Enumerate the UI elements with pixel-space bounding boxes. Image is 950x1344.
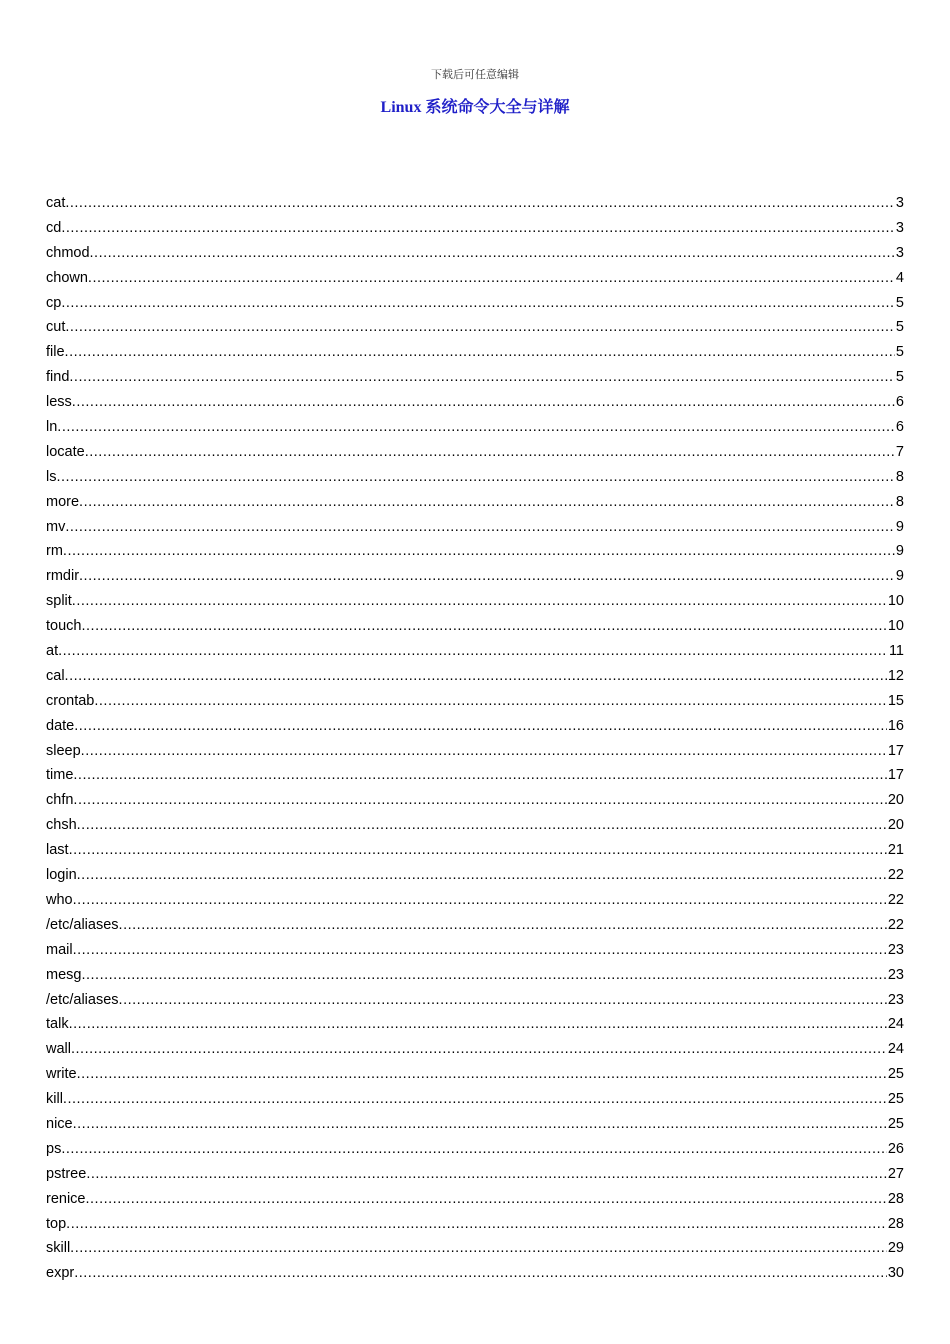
toc-entry-label: ls (46, 468, 57, 485)
toc-entry-page-number: 7 (895, 443, 904, 460)
toc-entry-label: last (46, 842, 69, 859)
toc-dot-leader (63, 539, 895, 564)
toc-entry-page-number: 11 (888, 643, 904, 660)
toc-entry[interactable] (46, 714, 904, 739)
toc-dot-leader (72, 589, 887, 614)
toc-entry[interactable] (46, 1087, 904, 1112)
toc-dot-leader (74, 1261, 887, 1286)
toc-entry-label: time (46, 767, 74, 784)
toc-entry-label: login (46, 867, 77, 884)
table-of-contents (46, 191, 904, 1286)
toc-entry[interactable] (46, 1012, 904, 1037)
toc-entry-label: cd (46, 219, 62, 236)
toc-entry[interactable] (46, 763, 904, 788)
toc-entry[interactable] (46, 365, 904, 390)
toc-dot-leader (72, 390, 895, 415)
toc-entry-page-number: 22 (887, 916, 904, 933)
toc-entry-label: /etc/aliases (46, 916, 119, 933)
toc-dot-leader (90, 241, 895, 266)
toc-entry-label: wall (46, 1041, 71, 1058)
toc-entry-page-number: 21 (887, 842, 904, 859)
toc-entry[interactable] (46, 1112, 904, 1137)
toc-dot-leader (65, 315, 895, 340)
toc-entry-page-number: 5 (895, 344, 904, 361)
toc-entry-page-number: 3 (895, 195, 904, 211)
toc-entry-label: mail (46, 941, 73, 958)
toc-entry-label: talk (46, 1016, 69, 1033)
toc-dot-leader (119, 988, 887, 1013)
toc-entry-page-number: 4 (895, 269, 904, 286)
toc-entry[interactable] (46, 639, 904, 664)
toc-entry-label: file (46, 344, 65, 361)
toc-entry[interactable] (46, 415, 904, 440)
toc-entry-label: sleep (46, 742, 81, 759)
toc-entry-page-number: 12 (887, 667, 904, 684)
toc-entry[interactable] (46, 440, 904, 465)
toc-entry-label: rmdir (46, 568, 80, 585)
toc-entry-page-number: 29 (887, 1240, 904, 1257)
toc-entry-label: who (46, 891, 73, 908)
toc-entry[interactable] (46, 1037, 904, 1062)
toc-entry[interactable] (46, 888, 904, 913)
toc-dot-leader (65, 340, 895, 365)
toc-entry[interactable] (46, 564, 904, 589)
toc-entry-page-number: 20 (887, 817, 904, 834)
toc-entry-label: kill (46, 1091, 63, 1108)
toc-entry-label: chfn (46, 792, 74, 809)
toc-dot-leader (73, 888, 887, 913)
toc-entry-page-number: 23 (887, 966, 904, 983)
toc-entry[interactable] (46, 689, 904, 714)
toc-dot-leader (77, 813, 887, 838)
toc-dot-leader (65, 191, 895, 216)
toc-entry-label: skill (46, 1240, 71, 1257)
toc-entry[interactable] (46, 1212, 904, 1237)
toc-dot-leader (79, 490, 895, 515)
toc-entry[interactable] (46, 838, 904, 863)
toc-dot-leader (86, 1187, 887, 1212)
toc-entry-page-number: 15 (887, 692, 904, 709)
toc-entry-page-number: 30 (887, 1265, 904, 1282)
toc-entry-label: ps (46, 1140, 62, 1157)
toc-entry-page-number: 22 (887, 867, 904, 884)
toc-dot-leader (57, 415, 895, 440)
toc-entry-label: mesg (46, 966, 82, 983)
toc-entry-label: chsh (46, 817, 77, 834)
toc-entry[interactable] (46, 614, 904, 639)
toc-dot-leader (81, 963, 886, 988)
toc-entry-label: at (46, 643, 59, 660)
toc-entry-label: chmod (46, 244, 90, 261)
toc-entry[interactable] (46, 241, 904, 266)
toc-entry[interactable] (46, 515, 904, 540)
toc-entry-label: pstree (46, 1165, 87, 1182)
toc-entry[interactable] (46, 589, 904, 614)
toc-entry[interactable] (46, 539, 904, 564)
toc-entry-label: less (46, 394, 72, 411)
toc-entry-page-number: 16 (887, 717, 904, 734)
toc-entry-page-number: 3 (895, 219, 904, 236)
toc-dot-leader (119, 913, 887, 938)
toc-dot-leader (73, 1112, 887, 1137)
toc-entry[interactable] (46, 739, 904, 764)
toc-entry-page-number: 23 (887, 991, 904, 1008)
toc-entry-label: expr (46, 1265, 75, 1282)
toc-entry-label: nice (46, 1115, 73, 1132)
toc-entry[interactable] (46, 863, 904, 888)
toc-dot-leader (73, 938, 887, 963)
toc-entry-page-number: 8 (895, 493, 904, 510)
toc-dot-leader (65, 515, 895, 540)
toc-entry-page-number: 6 (895, 394, 904, 411)
toc-entry[interactable] (46, 465, 904, 490)
toc-entry-page-number: 10 (887, 593, 904, 610)
toc-entry-page-number: 23 (887, 941, 904, 958)
toc-dot-leader (61, 1137, 887, 1162)
toc-entry[interactable] (46, 664, 904, 689)
toc-dot-leader (69, 838, 887, 863)
toc-entry[interactable] (46, 938, 904, 963)
toc-entry-page-number: 25 (887, 1091, 904, 1108)
toc-dot-leader (61, 291, 895, 316)
toc-dot-leader (58, 639, 888, 664)
toc-entry-page-number: 27 (887, 1165, 904, 1182)
toc-entry-label: cp (46, 294, 62, 311)
toc-dot-leader (74, 714, 887, 739)
toc-entry-label: top (46, 1215, 67, 1232)
toc-entry[interactable] (46, 340, 904, 365)
document-title: Linux 系统命令大全与详解 (380, 99, 570, 116)
toc-entry-label: cut (46, 319, 66, 336)
toc-entry-label: more (46, 493, 80, 510)
toc-entry-page-number: 9 (895, 518, 904, 535)
toc-entry[interactable] (46, 266, 904, 291)
toc-dot-leader (77, 863, 887, 888)
toc-entry[interactable] (46, 1187, 904, 1212)
toc-entry-label: chown (46, 269, 88, 286)
toc-entry-page-number: 3 (895, 244, 904, 261)
toc-entry-label: cal (46, 667, 65, 684)
toc-dot-leader (65, 664, 887, 689)
toc-entry[interactable] (46, 1261, 904, 1286)
toc-dot-leader (69, 365, 895, 390)
header-note: 下载后可任意编辑 (431, 68, 519, 81)
toc-entry-page-number: 22 (887, 891, 904, 908)
toc-dot-leader (86, 1162, 887, 1187)
toc-entry-page-number: 5 (895, 294, 904, 311)
toc-entry[interactable] (46, 315, 904, 340)
toc-dot-leader (56, 465, 894, 490)
toc-dot-leader (73, 788, 886, 813)
toc-dot-leader (81, 614, 886, 639)
toc-dot-leader (77, 1062, 887, 1087)
toc-dot-leader (81, 739, 887, 764)
toc-entry-label: cat (46, 195, 66, 211)
toc-entry-label: locate (46, 443, 85, 460)
toc-entry-page-number: 28 (887, 1215, 904, 1232)
toc-entry-label: rm (46, 543, 63, 560)
toc-entry[interactable] (46, 788, 904, 813)
toc-entry-page-number: 9 (895, 568, 904, 585)
toc-entry-page-number: 17 (887, 742, 904, 759)
toc-dot-leader (70, 1236, 887, 1261)
toc-entry[interactable] (46, 191, 904, 216)
toc-entry[interactable] (46, 1162, 904, 1187)
toc-entry-label: renice (46, 1190, 86, 1207)
toc-entry-label: mv (46, 518, 66, 535)
toc-entry[interactable] (46, 963, 904, 988)
toc-entry-page-number: 17 (887, 767, 904, 784)
toc-entry[interactable] (46, 1236, 904, 1261)
toc-entry[interactable] (46, 813, 904, 838)
toc-entry[interactable] (46, 988, 904, 1013)
toc-entry-label: ln (46, 419, 58, 436)
toc-entry-page-number: 6 (895, 419, 904, 436)
toc-entry[interactable] (46, 216, 904, 241)
toc-entry[interactable] (46, 1137, 904, 1162)
toc-dot-leader (73, 763, 886, 788)
toc-entry[interactable] (46, 291, 904, 316)
toc-dot-leader (63, 1087, 887, 1112)
toc-entry-label: /etc/aliases (46, 991, 119, 1008)
toc-entry-page-number: 26 (887, 1140, 904, 1157)
toc-entry[interactable] (46, 490, 904, 515)
toc-entry-page-number: 25 (887, 1066, 904, 1083)
toc-entry-page-number: 9 (895, 543, 904, 560)
toc-entry-label: date (46, 717, 75, 734)
toc-entry-label: touch (46, 618, 82, 635)
toc-dot-leader (85, 440, 895, 465)
toc-entry[interactable] (46, 913, 904, 938)
toc-entry-page-number: 5 (895, 369, 904, 386)
toc-entry-page-number: 10 (887, 618, 904, 635)
toc-dot-leader (66, 1212, 887, 1237)
toc-entry-page-number: 25 (887, 1115, 904, 1132)
toc-entry-label: write (46, 1066, 77, 1083)
toc-entry-label: split (46, 593, 72, 610)
toc-dot-leader (71, 1037, 887, 1062)
toc-entry-page-number: 8 (895, 468, 904, 485)
toc-entry-page-number: 24 (887, 1041, 904, 1058)
toc-entry-label: find (46, 369, 70, 386)
toc-dot-leader (61, 216, 895, 241)
toc-entry-page-number: 20 (887, 792, 904, 809)
toc-entry-page-number: 28 (887, 1190, 904, 1207)
toc-entry-page-number: 5 (895, 319, 904, 336)
toc-dot-leader (69, 1012, 887, 1037)
toc-entry-page-number: 24 (887, 1016, 904, 1033)
toc-entry-label: crontab (46, 692, 95, 709)
toc-entry[interactable] (46, 390, 904, 415)
toc-entry[interactable] (46, 1062, 904, 1087)
toc-dot-leader (94, 689, 886, 714)
toc-dot-leader (88, 266, 895, 291)
toc-dot-leader (79, 564, 895, 589)
